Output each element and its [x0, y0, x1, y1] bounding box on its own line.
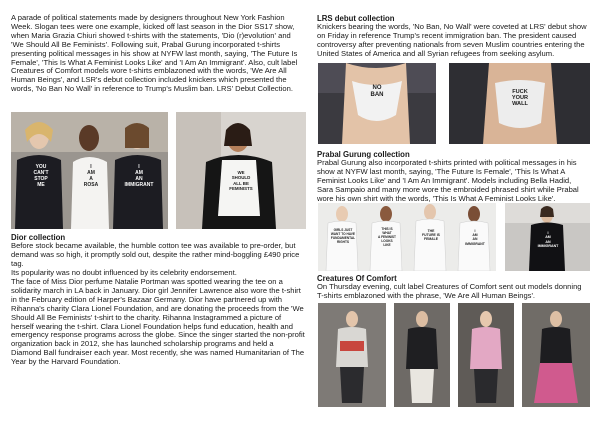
prabal-gurung-paragraph: Prabal Gurung also incorporated t-shirts printed with political messages in his show at NYFW last month, saying, 'The Future Is Female', 'This Is What A Feminist Looks Like' and 'I Am An Immigrant'. Models including Bella Hadid, Sara Sampaio and many more wore the embroided phrased shirt while Prabal wore his own shirt with the words, 'This Is What A Feminist Looks Like'. [317, 158, 579, 203]
creatures-of-comfort-photo-3 [458, 303, 514, 407]
no-ban-knickers-photo [318, 63, 436, 144]
dior-paragraph-1: Before stock became available, the humble cotton tee was available to pre-order, but demand was so high, it promptly sold out, despite the rather mind-boggling £490 price tag. [11, 241, 300, 268]
shirt-text-girls-just-want-fundamental-rights: GIRLS JUST WANT TO HAVE FUNDAMENTAL RIGHTS [330, 228, 356, 244]
lrs-paragraph: Knickers bearing the words, 'No Ban, No Wall' were coveted at LRS' debut show on Friday in reference Trump's recent immigration ban. The president caused controversy after preventing nationals from seven Muslim countries entering the United States of America and all Syrian refugees from seeking asylum. [317, 22, 587, 58]
dior-paragraph-2: Its popularity was no doubt influenced by its celebrity endorsement. [11, 268, 237, 277]
shirt-text-this-is-what-a-feminist-looks-like: THIS IS WHAT A FEMINIST LOOKS LIKE [378, 227, 396, 247]
shirt-text-we-should-all-be-feminists: WE SHOULD ALL BE FEMINISTS [229, 170, 253, 192]
knickers-text-no-ban: NO BAN [370, 85, 384, 98]
creatures-of-comfort-photo-4 [522, 303, 590, 407]
prabal-gurung-collection-heading: Prabal Gurung collection [317, 150, 410, 159]
prabal-runway-photo [505, 203, 590, 271]
knickers-text-fuck-your-wall: FUCK YOUR WALL [511, 89, 529, 108]
dior-paragraph-3: The face of Miss Dior perfume Natalie Portman was spotted wearing the tee on a solidarity march in LA back in January. Dior girl Jennifer Lawrence also wore the t-shirt in the February edition of Harper's Bazaar Germany. Dior have partnered up with Rihanna's charity Clara Lionel Foundation, and are donating the proceeds from the 'We Should All Be Feminists' t-shirt to the charity. Rihanna Instagrammed a picture of herself wearing the t-shirt. Clara Lionel Foundation helps fund education, health and emergency response programs across the globe. Since the singer started the non-profit organization back in 2012, she has launched scholarship programs and held a Diamond Ball fundraiser each year. Most recently, she was named Humanitarian of The Year by the Harvard Foundation. [11, 277, 305, 367]
creatures-of-comfort-paragraph: On Thursday evening, cult label Creatures of Comfort sent out models donning T-shirts emblazoned with the phrase, 'We Are All Human Beings'. [317, 282, 582, 300]
shirt-text-the-future-is-female: THE FUTURE IS FEMALE [422, 229, 440, 242]
creatures-of-comfort-photo-1 [318, 303, 386, 407]
dior-collection-heading: Dior collection [11, 233, 66, 242]
creatures-of-comfort-photo-2 [394, 303, 450, 407]
shirt-text-i-am-an-immigrant-black: I AM AN IMMIGRANT [537, 231, 559, 249]
prabal-models-photo [318, 203, 496, 271]
intro-paragraph: A parade of political statements made by designers throughout New York Fashion Week. Slogan tees were one example, kicked off last season in the Dior SS17 show, when Maria Grazia Chiuri showed t-shirts with the statements, 'Dio (r)evolution' and 'We Should All Be Feminists'. Following suit, Prabal Gurung incorporated t-shirts presenting political messages in his show at NYFW last month, saying, 'The Future Is Female', 'This Is What A Feminist Looks Like' and 'I Am An Immigrant'. Also, cult label Creatures of Comfort models wore t-shirts emblazoned with the words, 'We Are All Human Beings', and LSR's debut collection included knickers which presented the words, 'No Ban No Wall' in reference to Trump's Muslim ban. LRS' Debut Collection. [11, 13, 298, 94]
shirt-text-i-am-an-immigrant-white: I AM AN IMMIGRANT [465, 229, 485, 246]
creatures-of-comfort-heading: Creatures Of Comfort [317, 274, 397, 283]
rihanna-feminist-tee-photo [176, 112, 306, 229]
lrs-collection-heading: LRS debut collection [317, 14, 395, 23]
shirt-text-you-cant-stop-me: YOU CAN'T STOP ME [33, 164, 49, 188]
dior-models-photo [11, 112, 168, 229]
shirt-text-i-am-a-rosa: I AM A ROSA [83, 164, 99, 188]
shirt-text-i-am-an-immigrant: I AM AN IMMIGRANT [124, 164, 154, 188]
fuck-your-wall-knickers-photo [449, 63, 590, 144]
